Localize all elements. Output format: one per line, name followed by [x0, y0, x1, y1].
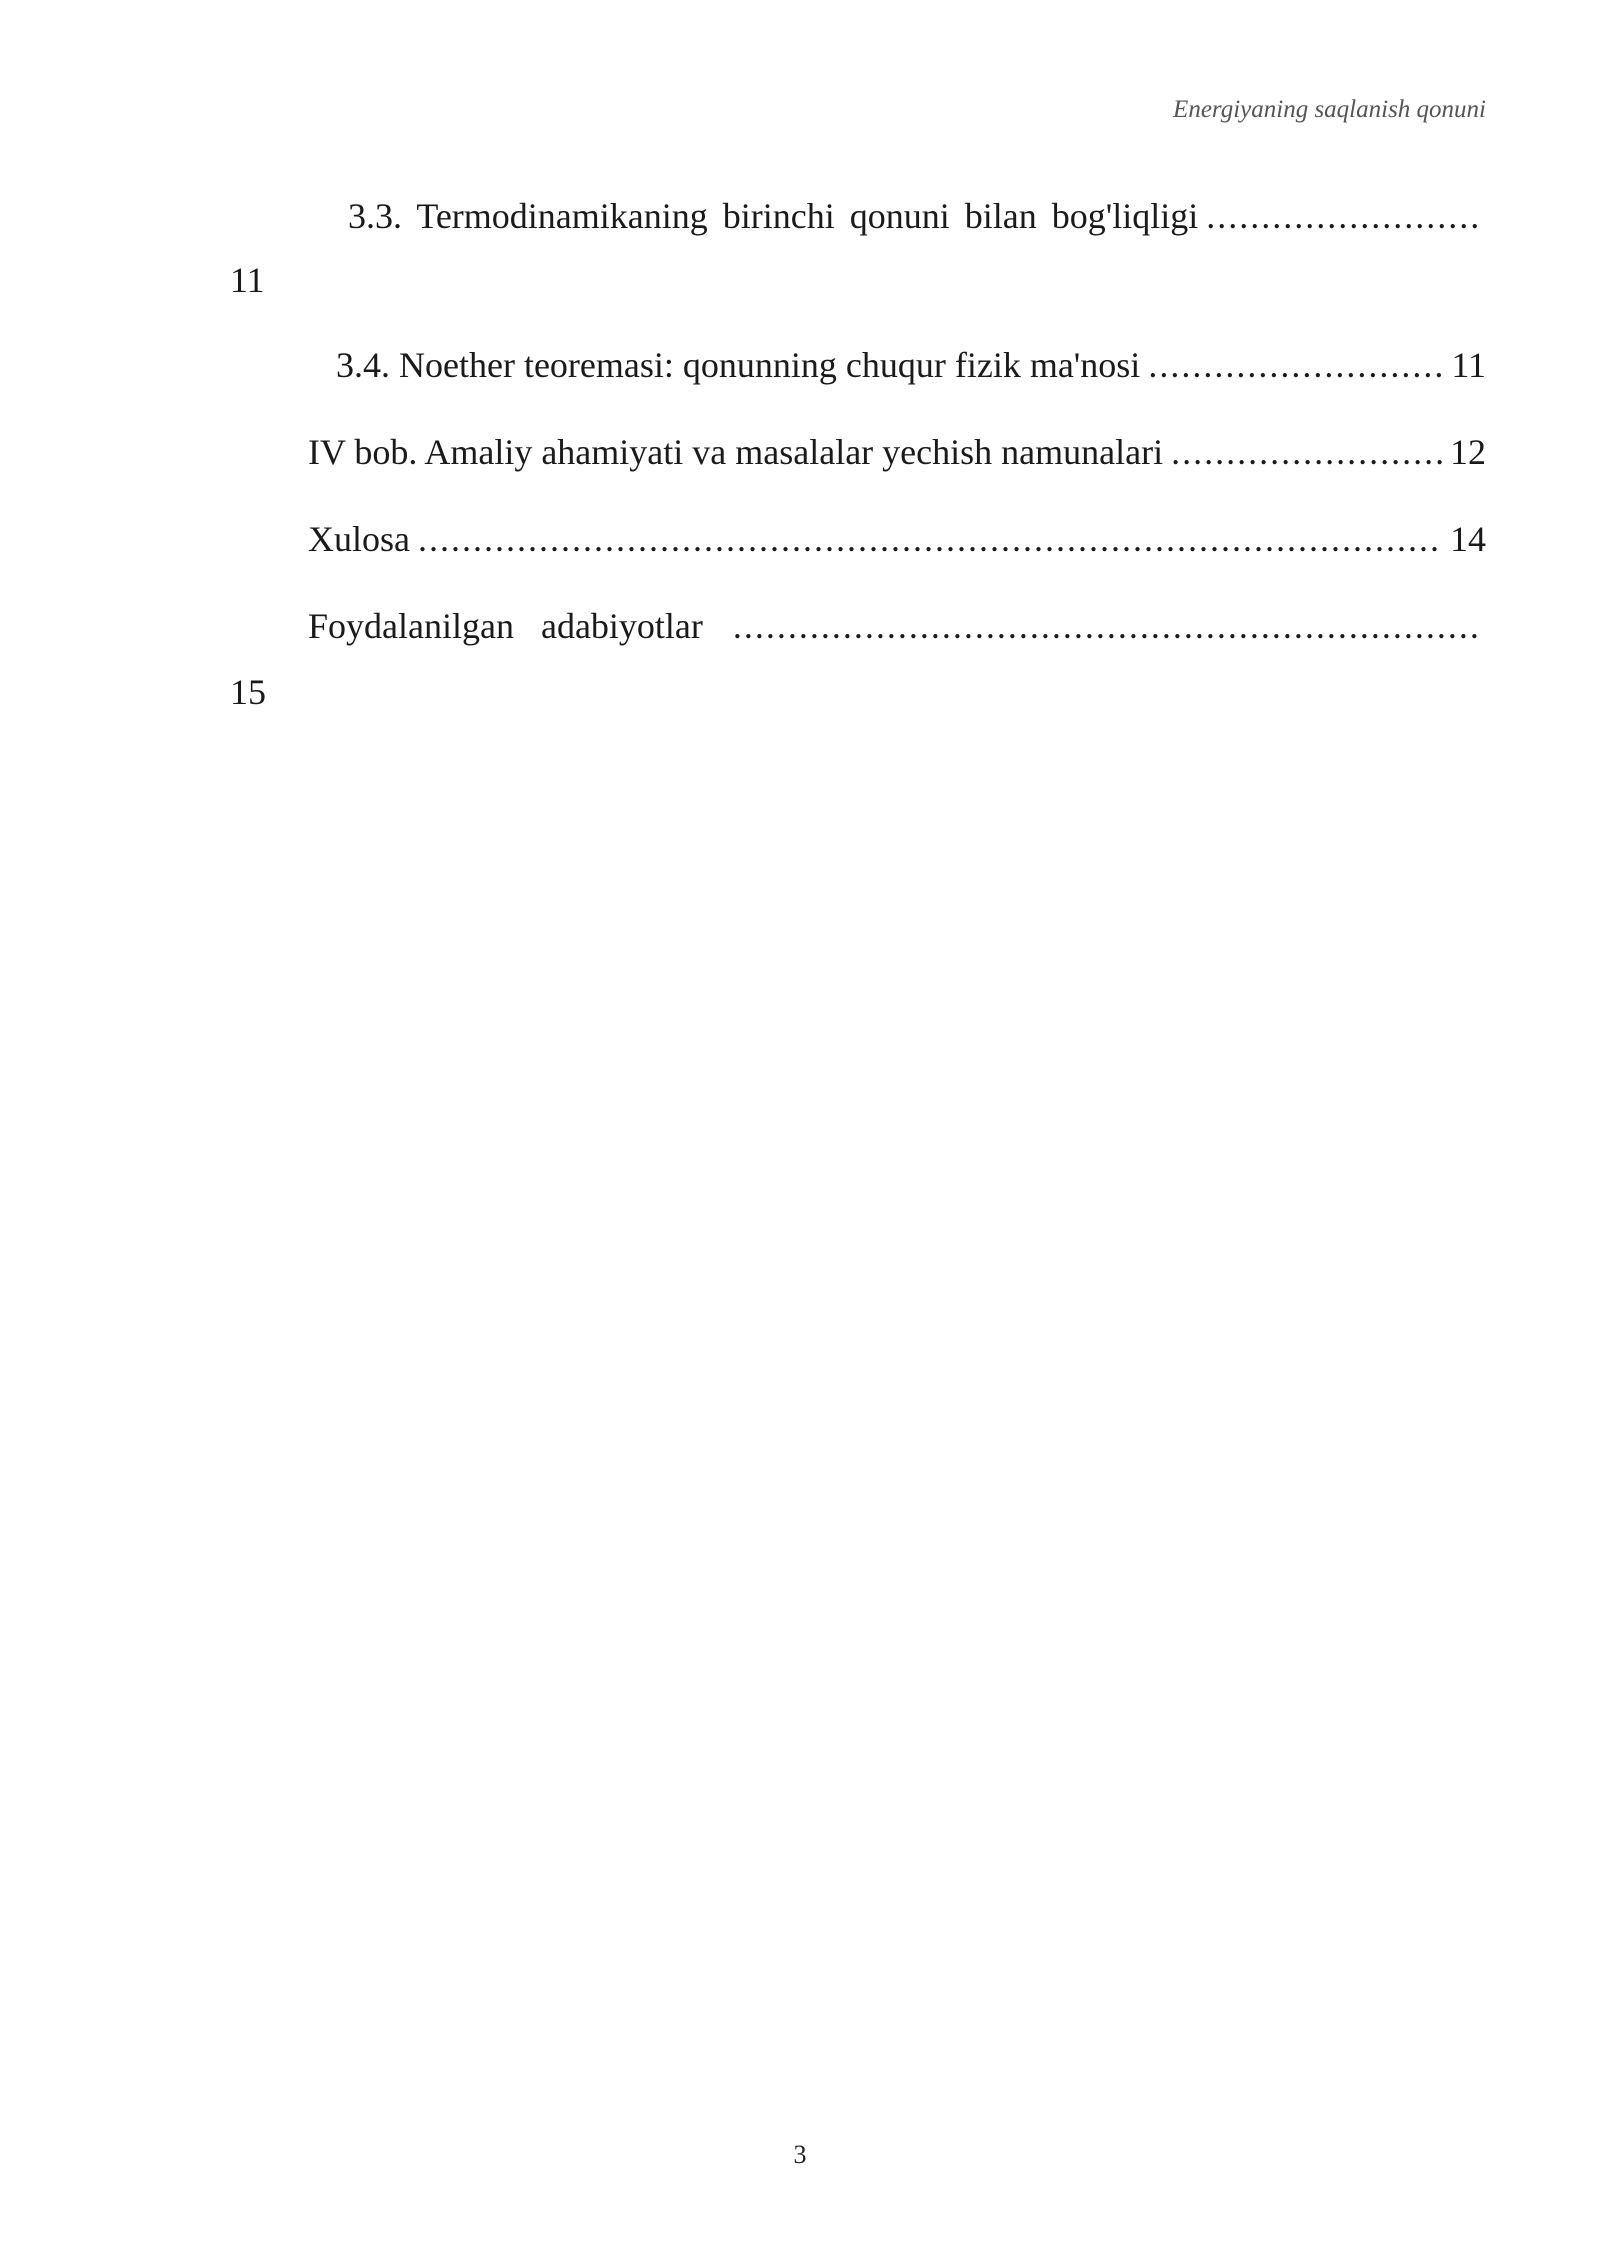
- toc-entry-label: Foydalanilgan adabiyotlar: [308, 606, 703, 646]
- toc-entry-page: 11: [230, 260, 265, 300]
- toc-entry-3-3[interactable]: [348, 196, 1486, 236]
- toc-entry-page: 11: [1451, 345, 1486, 385]
- toc-entry-page: 14: [1450, 519, 1486, 559]
- toc-leader: [733, 606, 1478, 646]
- toc-entry-label: IV bob. Amaliy ahamiyati va masalalar yechish namunalari: [308, 432, 1164, 472]
- toc-leader: [418, 519, 1442, 559]
- running-header: Energiyaning saqlanish qonuni: [1173, 96, 1486, 123]
- toc-entry-label: 3.4. Noether teoremasi: qonunning chuqur fizik ma'nosi: [336, 345, 1141, 385]
- toc-entry-adabiyotlar[interactable]: [308, 606, 1486, 646]
- toc-entry-page: 12: [1450, 432, 1486, 472]
- toc-entry-label: 3.3. Termodinamikaning birinchi qonuni bilan bog'liqligi: [348, 196, 1199, 236]
- toc-leader: [1206, 196, 1478, 236]
- toc-entry-label: Xulosa: [308, 519, 410, 559]
- page-number: 3: [793, 2140, 807, 2169]
- toc-leader: [1171, 432, 1442, 472]
- toc-entry-iv-bob[interactable]: [308, 432, 1486, 472]
- toc-entry-xulosa[interactable]: [308, 519, 1486, 559]
- toc-entry-3-4[interactable]: [336, 345, 1486, 385]
- toc-leader: [1148, 345, 1443, 385]
- toc-entry-page: 15: [230, 672, 266, 712]
